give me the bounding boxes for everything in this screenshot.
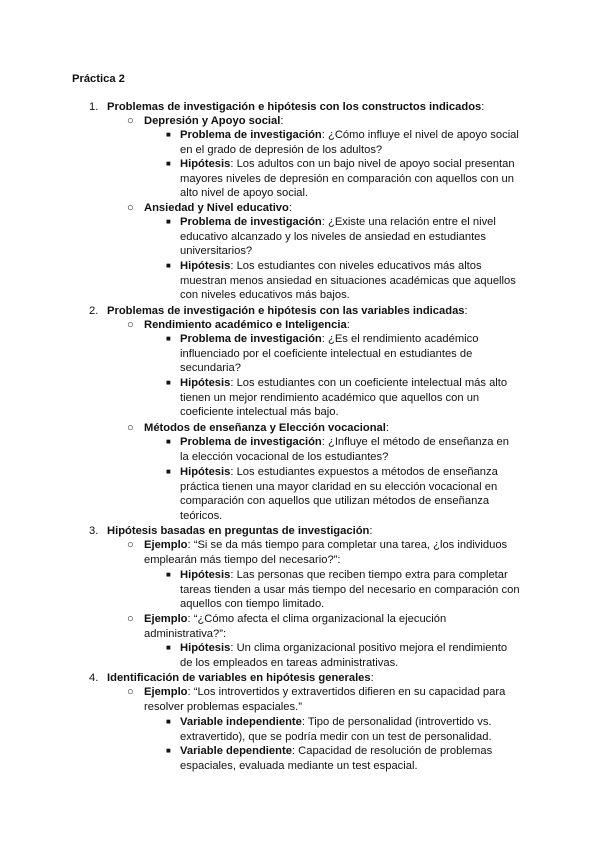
section-3-example-1: ○ Ejemplo: “Si se da más tiempo para completar una tarea, ¿los individuos emplearán más tiempo del necesario?”: <box>127 539 508 566</box>
section-1-construct-2: ○ Ansiedad y Nivel educativo: <box>127 202 292 214</box>
square-bullet-icon: ■ <box>166 261 171 270</box>
list-number: 3. <box>89 525 99 537</box>
section-2-variable-1-problem: ■ Problema de investigación: ¿Es el rendimiento académico influenciado por el coeficiente intelectual en estudiantes de secundaria? <box>166 333 479 375</box>
section-2-variable-1-hypothesis: ■ Hipótesis: Los estudiantes con un coeficiente intelectual más alto tienen un mejor rendimiento académico que aquellos con un coeficiente intelectual más bajo. <box>166 377 508 419</box>
square-bullet-icon: ■ <box>166 467 171 476</box>
section-3-example-1-hypothesis: ■ Hipótesis: Las personas que reciben tiempo extra para completar tareas tienden a usar más tiempo del necesario en comparación con aquellos con tiempo limitado. <box>166 569 520 611</box>
list-number: 1. <box>89 101 99 113</box>
section-2-variable-2-hypothesis: ■ Hipótesis: Los estudiantes expuestos a métodos de enseñanza práctica tienen una mayor claridad en su elección vocacional en comparación con aquellos que utilizan métodos de enseñanza teóricos. <box>166 466 498 522</box>
section-3-heading: 3. Hipótesis basadas en preguntas de investigación: <box>89 525 373 537</box>
section-2-heading: 2. Problemas de investigación e hipótesis con las variables indicadas: <box>89 305 468 317</box>
section-4-independent-variable: ■ Variable independiente: Tipo de personalidad (introvertido vs. extravertido), que se podría medir con un test de personalidad. <box>166 716 492 743</box>
section-4-heading: 4. Identificación de variables en hipótesis generales: <box>89 672 374 684</box>
square-bullet-icon: ■ <box>166 217 171 226</box>
circle-bullet-icon: ○ <box>127 686 134 698</box>
square-bullet-icon: ■ <box>166 378 171 387</box>
list-number: 4. <box>89 672 99 684</box>
section-2-variable-2: ○ Métodos de enseñanza y Elección vocacional: <box>127 422 389 434</box>
section-1-construct-2-hypothesis: ■ Hipótesis: Los estudiantes con niveles educativos más altos muestran menos ansiedad en situaciones académicas que aquellos con niveles educativos más bajos. <box>166 260 516 302</box>
section-1-construct-1-hypothesis: ■ Hipótesis: Los adultos con un bajo nivel de apoyo social presentan mayores niveles de depresión en comparación con aquellos con un alto nivel de apoyo social. <box>166 158 515 200</box>
square-bullet-icon: ■ <box>166 159 171 168</box>
page-title: Práctica 2 <box>72 73 125 85</box>
section-1-construct-1: ○ Depresión y Apoyo social: <box>127 115 284 127</box>
square-bullet-icon: ■ <box>166 717 171 726</box>
section-1-construct-1-problem: ■ Problema de investigación: ¿Cómo influye el nivel de apoyo social en el grado de depresión de los adultos? <box>166 129 519 156</box>
square-bullet-icon: ■ <box>166 570 171 579</box>
section-4-example-1: ○ Ejemplo: “Los introvertidos y extravertidos difieren en su capacidad para resolver problemas espaciales.” <box>127 686 506 713</box>
section-4-dependent-variable: ■ Variable dependiente: Capacidad de resolución de problemas espaciales, evaluada mediante un test espacial. <box>166 745 493 772</box>
section-3-example-2-hypothesis: ■ Hipótesis: Un clima organizacional positivo mejora el rendimiento de los empleados en tareas administrativas. <box>166 642 508 669</box>
section-3-example-2: ○ Ejemplo: “¿Cómo afecta el clima organizacional la ejecución administrativa?”: <box>127 613 447 640</box>
square-bullet-icon: ■ <box>166 746 171 755</box>
square-bullet-icon: ■ <box>166 334 171 343</box>
circle-bullet-icon: ○ <box>127 613 134 625</box>
square-bullet-icon: ■ <box>166 437 171 446</box>
circle-bullet-icon: ○ <box>127 422 134 434</box>
circle-bullet-icon: ○ <box>127 115 134 127</box>
section-1-heading: 1. Problemas de investigación e hipótesis con los constructos indicados: <box>89 101 485 113</box>
circle-bullet-icon: ○ <box>127 319 134 331</box>
circle-bullet-icon: ○ <box>127 539 134 551</box>
square-bullet-icon: ■ <box>166 130 171 139</box>
section-2-variable-2-problem: ■ Problema de investigación: ¿Influye el método de enseñanza en la elección vocacional de los estudiantes? <box>166 436 509 463</box>
circle-bullet-icon: ○ <box>127 202 134 214</box>
section-1-construct-2-problem: ■ Problema de investigación: ¿Existe una relación entre el nivel educativo alcanzado y los niveles de ansiedad en estudiantes universitarios? <box>166 216 496 258</box>
section-2-variable-1: ○ Rendimiento académico e Inteligencia: <box>127 319 350 331</box>
square-bullet-icon: ■ <box>166 643 171 652</box>
list-number: 2. <box>89 305 99 317</box>
